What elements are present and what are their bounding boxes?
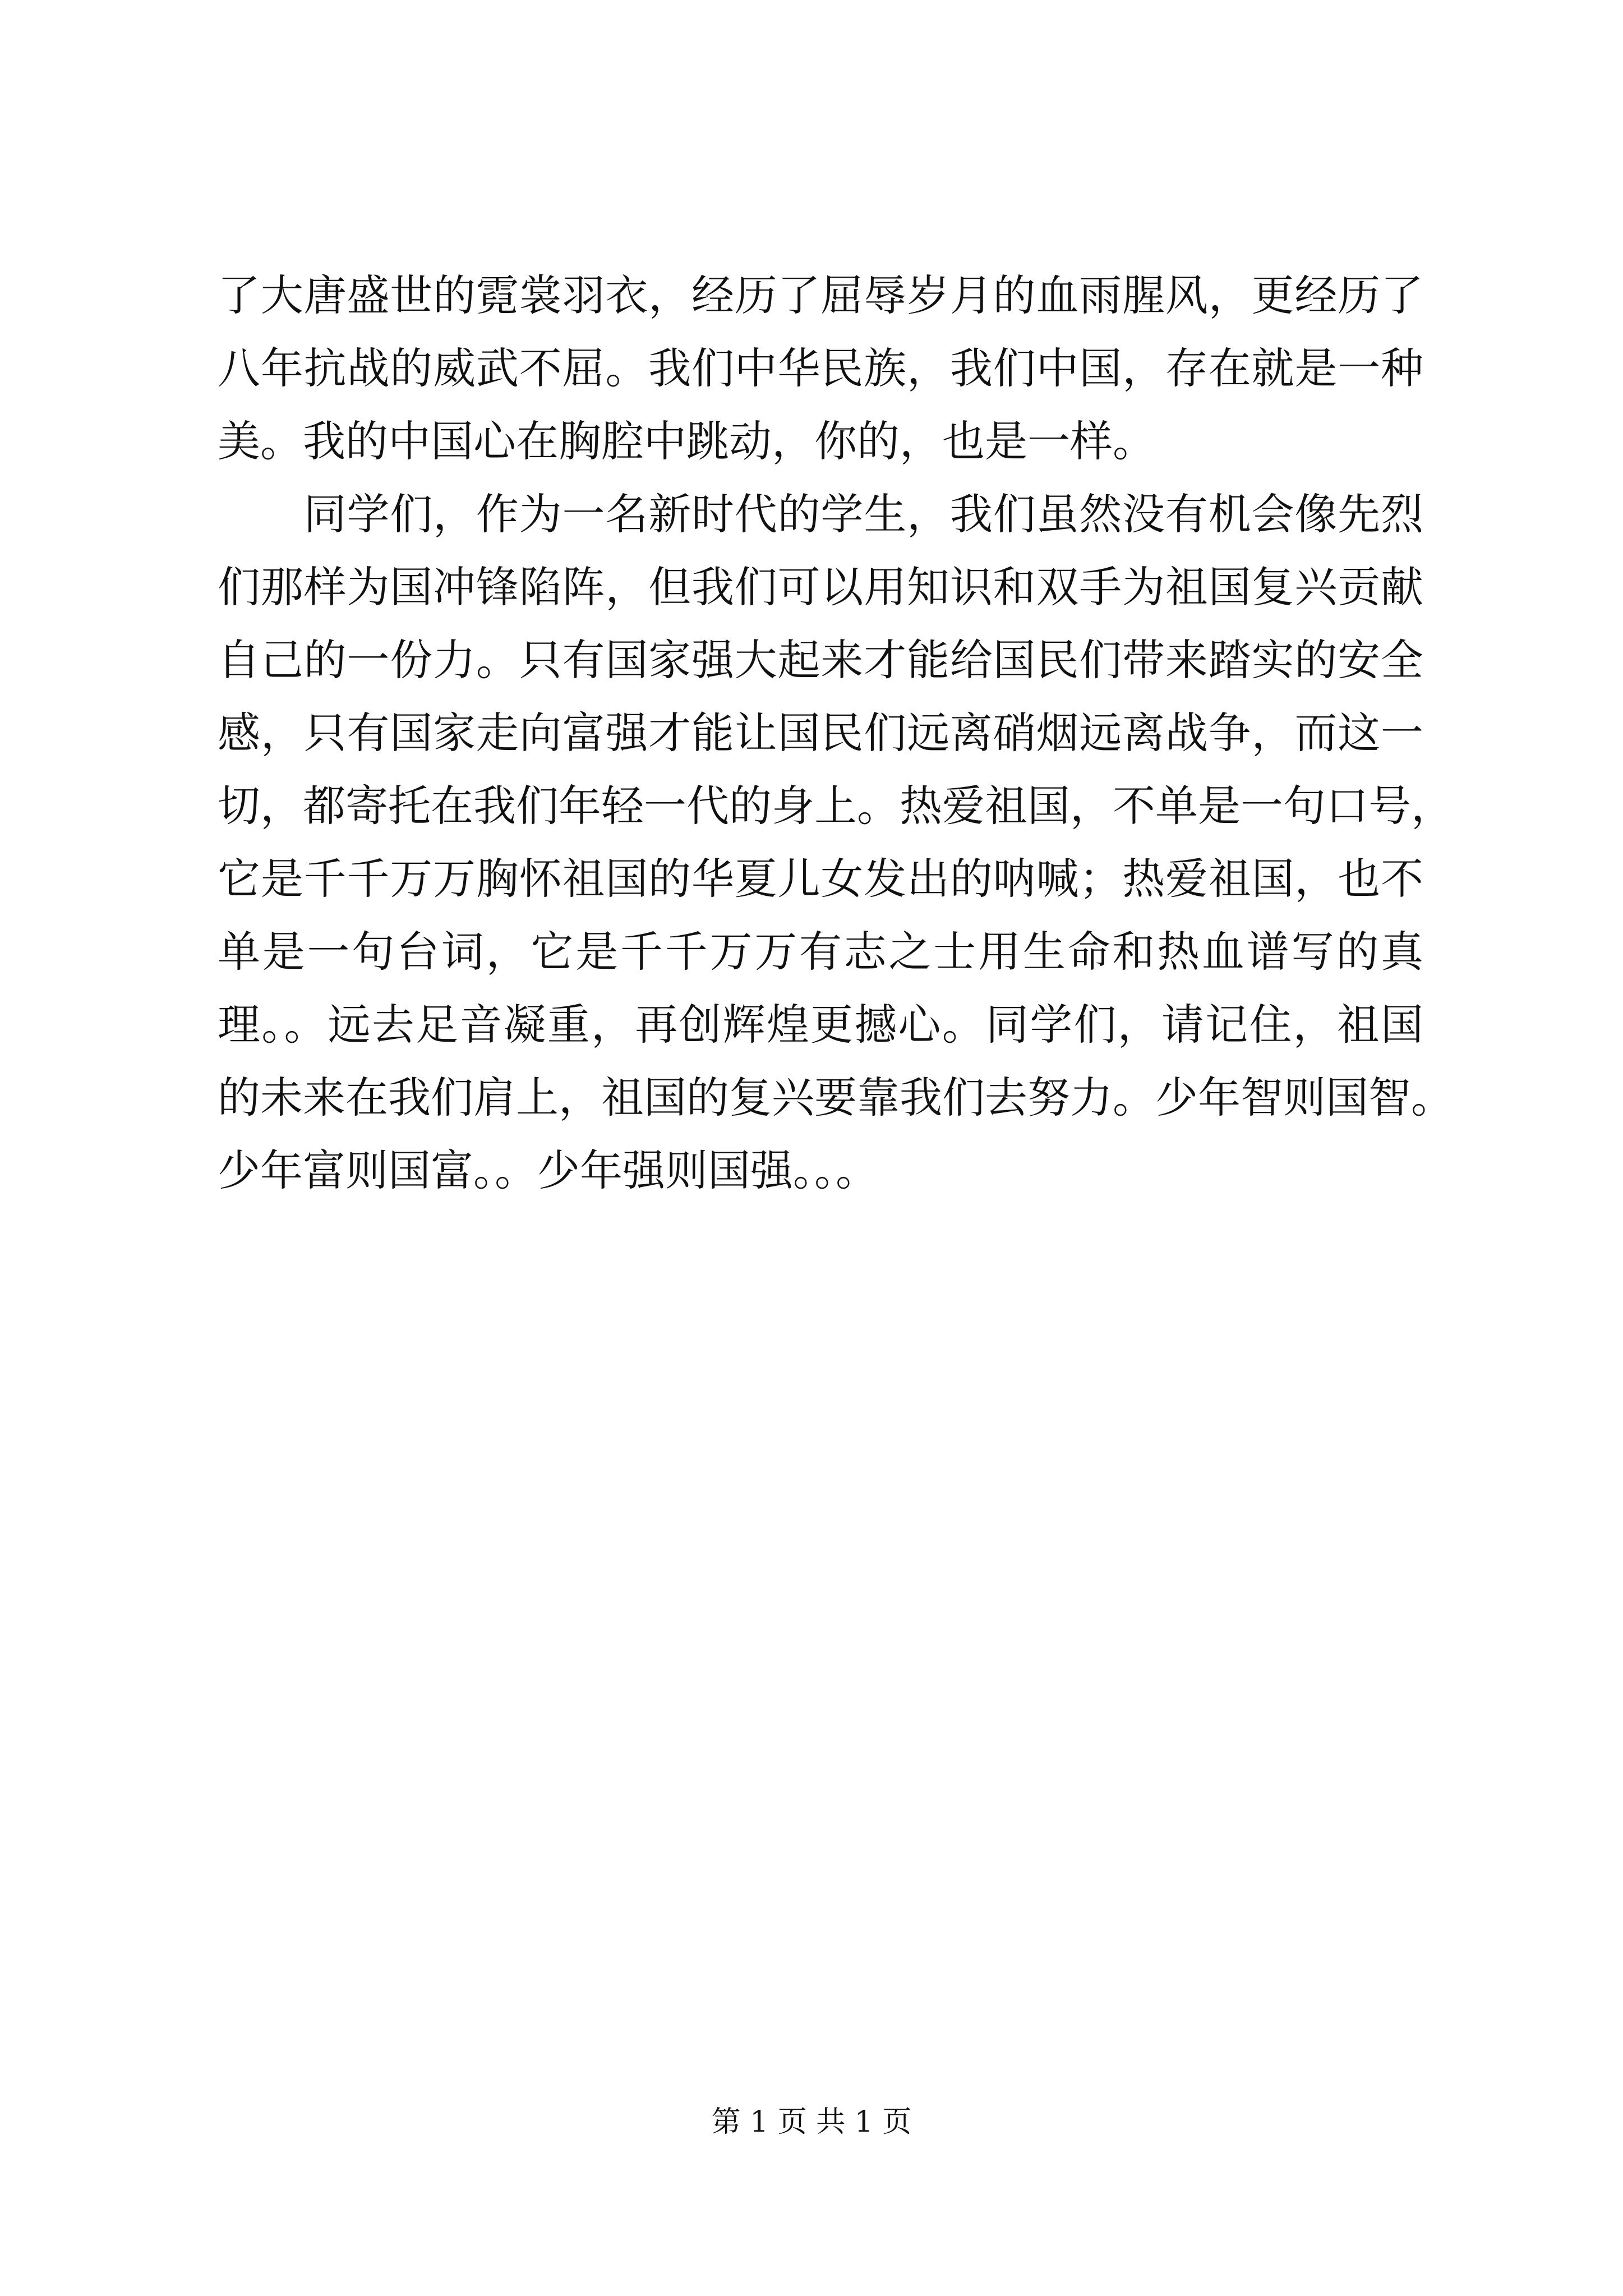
text-line: 美。我的中国心在胸腔中跳动，你的，也是一样。 [218, 416, 1155, 466]
text-line: 切，都寄托在我们年轻一代的身上。热爱祖国，不单是一句口号， [218, 781, 1454, 831]
page-footer [0, 2102, 1623, 2142]
paragraph-2 [218, 478, 1454, 1207]
text-line: 的未来在我们肩上，祖国的复兴要靠我们去努力。少年智则国智。 [218, 1073, 1454, 1122]
text-line: 同学们，作为一名新时代的学生，我们虽然没有机会像先烈 [218, 489, 1423, 539]
text-line: 自己的一份力。只有国家强大起来才能给国民们带来踏实的安全 [218, 635, 1423, 685]
text-line: 理。。远去足音凝重，再创辉煌更撼心。同学们，请记住，祖国 [218, 1000, 1423, 1050]
text-line: 单是一句台词，它是千千万万有志之士用生命和热血谱写的真 [218, 927, 1423, 977]
paragraph-1 [218, 259, 1423, 478]
document-body [218, 259, 1454, 1207]
text-line: 少年富则国富。。少年强则国强。。。 [218, 1145, 878, 1195]
text-line: 们那样为国冲锋陷阵，但我们可以用知识和双手为祖国复兴贡献 [218, 562, 1423, 612]
text-line: 它是千千万万胸怀祖国的华夏儿女发出的呐喊；热爱祖国，也不 [218, 854, 1423, 904]
text-line: 了大唐盛世的霓裳羽衣，经历了屈辱岁月的血雨腥风，更经历了 [218, 270, 1423, 320]
text-line: 八年抗战的威武不屈。我们中华民族，我们中国，存在就是一种 [218, 343, 1423, 393]
page-number-label: 第 1 页 共 1 页 [711, 2105, 912, 2139]
text-line: 感，只有国家走向富强才能让国民们远离硝烟远离战争，而这一 [218, 708, 1423, 758]
